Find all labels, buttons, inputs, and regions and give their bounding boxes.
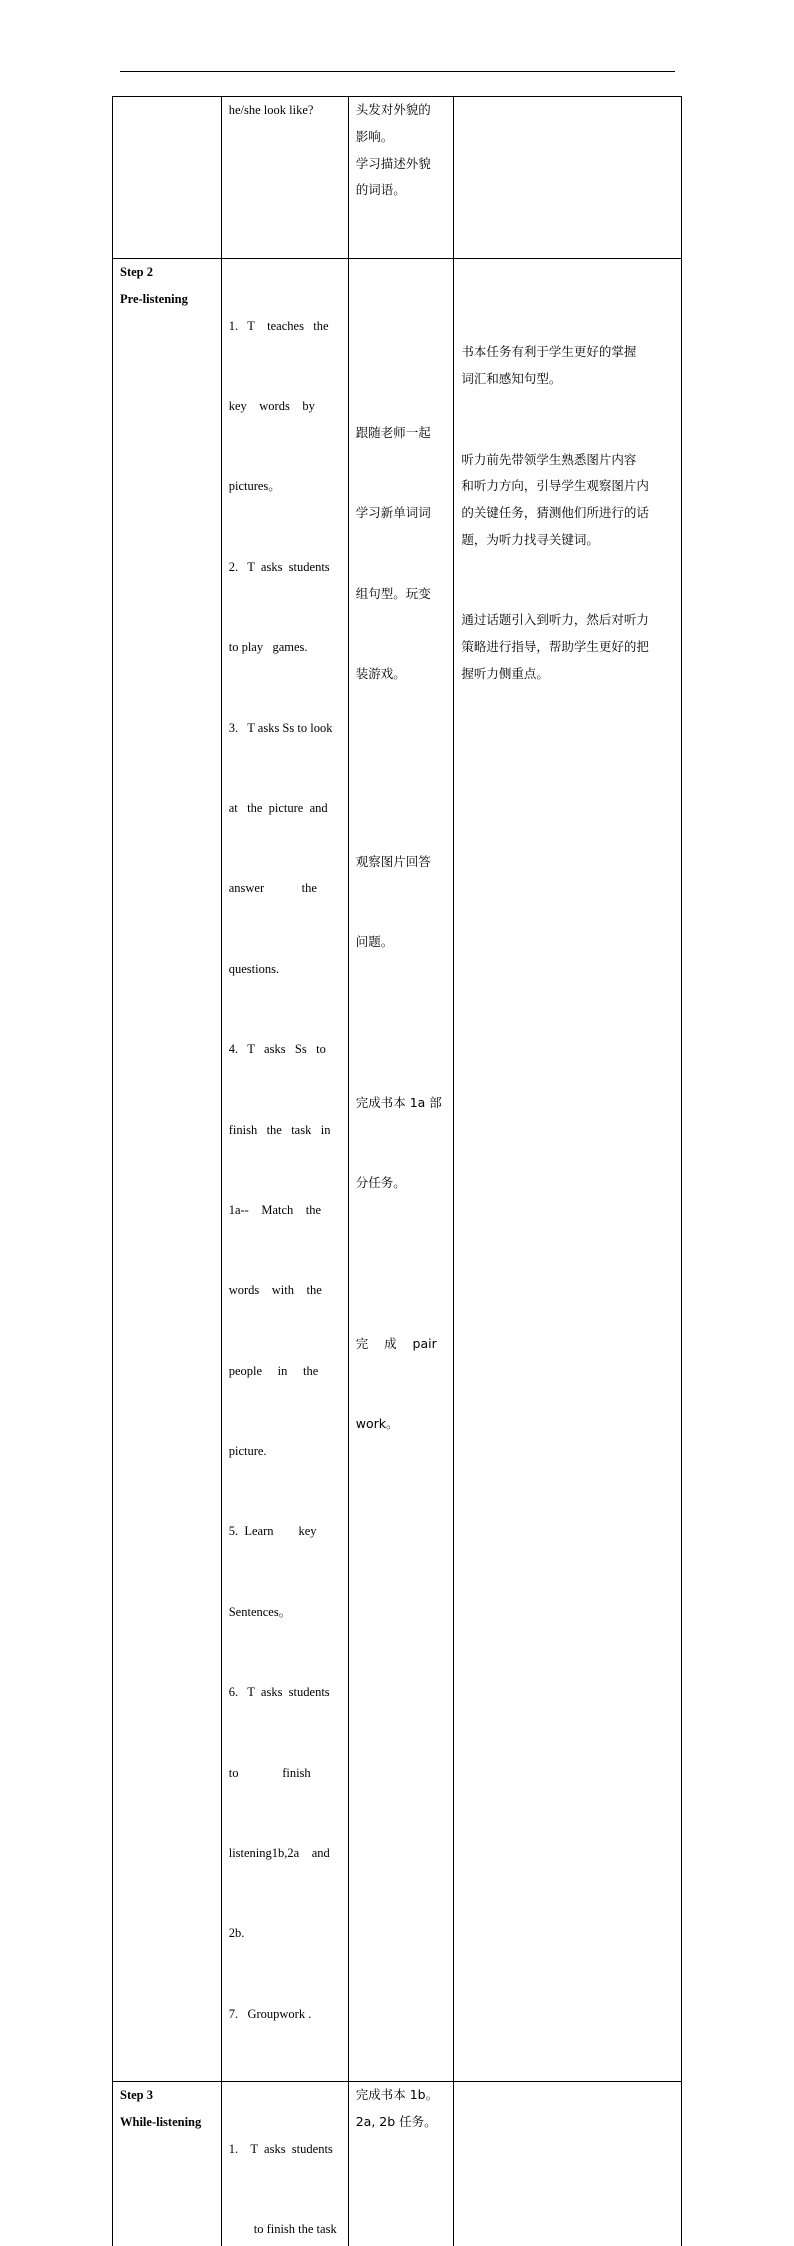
purpose-cell [454,259,682,2082]
activity-line: 6. T asks students [228,1685,330,1700]
step-title: While-listening [120,2114,202,2129]
header-rule [120,71,675,72]
purpose-line: 书本任务有利于学生更好的掌握 [461,344,637,360]
student-line: 完成书本 1b。 [355,2087,439,2103]
student-activity-cell [348,2082,454,2246]
lesson-plan-table [112,96,682,2246]
activity-line: 1a-- Match the [228,1202,322,1217]
table-row [113,97,682,259]
activity-line: 7. Groupwork . [228,2006,312,2021]
table-row [113,2082,682,2246]
activity-line: 1. T teaches the [228,318,329,333]
purpose-line: 词汇和感知句型。 [461,371,562,387]
student-line: 分任务。 [355,1175,406,1191]
activity-line: at the picture and [228,800,328,815]
teacher-activity-cell [221,259,348,2082]
activity-line: he/she look like? [228,103,314,117]
activity-line: listening1b,2a and [228,1846,330,1861]
student-line: 组句型。玩变 [355,585,431,601]
activity-line: finish the task in [228,1122,331,1137]
activity-line: picture. [228,1444,267,1459]
activity-line: pictures。 [228,479,281,494]
student-line: 学习新单词词 [355,505,431,521]
student-line: 学习描述外貌 [355,155,431,171]
purpose-line: 和听力方向，引导学生观察图片内 [461,478,649,494]
activity-line: 1. T asks students [228,2141,333,2156]
activity-line: key words by [228,398,315,413]
table-row [113,259,682,2082]
activity-line: answer the [228,881,317,896]
teacher-activity-cell [221,2082,348,2246]
purpose-line: 听力前先带领学生熟悉图片内容 [461,451,637,467]
purpose-cell [454,97,682,259]
activity-line: 5. Learn key [228,1524,317,1539]
activity-line: words with the [228,1283,322,1298]
activity-line: people in the [228,1363,319,1378]
student-line: 跟随老师一起 [355,424,431,440]
step-number: Step 2 [120,265,153,279]
activity-line: 2b. [228,1926,245,1941]
purpose-line: 的关键任务，猜测他们所进行的话 [461,505,649,521]
student-line: 问题。 [355,933,394,949]
activity-line: 4. T asks Ss to [228,1042,326,1057]
step-number: Step 3 [120,2088,153,2103]
step-cell [113,259,222,2082]
activity-line: 2. T asks students [228,559,330,574]
purpose-line: 策略进行指导，帮助学生更好的把 [461,639,649,655]
activity-line: to play games. [228,640,308,655]
activity-line: to finish [228,1765,311,1780]
teacher-activity-cell [221,97,348,259]
activity-line: questions. [228,961,280,976]
student-line: 完 成 pair [355,1335,437,1351]
purpose-line: 题，为听力找寻关键词。 [461,531,599,547]
student-line: 头发对外貌的 [355,102,431,117]
activity-line: to finish the task [253,2222,337,2237]
student-line: 装游戏。 [355,665,406,681]
student-activity-cell [348,97,454,259]
student-line: 观察图片回答 [355,853,431,869]
student-line: work。 [355,1416,399,1432]
step-title: Pre-listening [120,291,188,306]
purpose-line: 通过话题引入到听力，然后对听力 [461,612,649,628]
purpose-line: 握听力侧重点。 [461,665,549,681]
step-cell [113,2082,222,2246]
activity-line: Sentences。 [228,1604,292,1619]
activity-line: 3. T asks Ss to look [228,720,333,735]
student-activity-cell [348,259,454,2082]
student-line: 影响。 [355,128,394,144]
student-line: 的词语。 [355,182,406,198]
student-line: 完成书本 1a 部 [355,1094,442,1110]
student-line: 2a, 2b 任务。 [355,2113,437,2129]
purpose-cell [454,2082,682,2246]
step-cell [113,97,222,259]
